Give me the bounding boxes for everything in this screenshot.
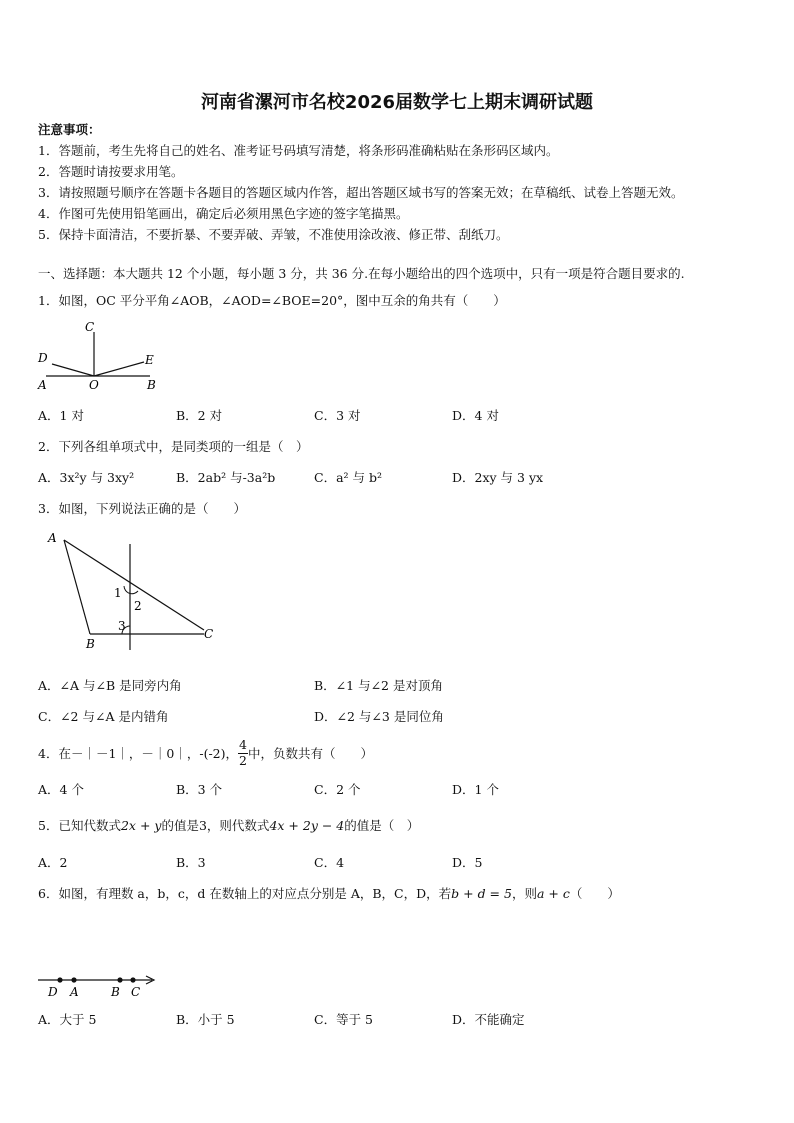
option-a: A．3x²y 与 3xy² <box>38 470 135 485</box>
point-a <box>71 977 76 982</box>
option-d: D．2xy 与 3 yx <box>452 470 544 485</box>
question-6-stem <box>38 884 620 902</box>
option-c: C．∠2 与∠A 是内错角 <box>38 709 169 724</box>
point-d <box>57 977 62 982</box>
figure-label: B <box>111 985 120 999</box>
note-item: 1．答题前，考生先将自己的姓名、准考证号码填写清楚，将条形码准确粘贴在条形码区域内。 <box>38 143 559 158</box>
stem-text: 的值是3，则代数式 <box>161 818 270 833</box>
option-b: B．2ab² 与-3a²b <box>176 470 276 485</box>
fraction <box>238 739 248 767</box>
figure-label: E <box>145 353 154 367</box>
question-3-stem: 3．如图，下列说法正确的是（ ） <box>38 501 246 516</box>
stem-text: 5．已知代数式 <box>38 818 121 833</box>
figure-label: O <box>89 378 99 392</box>
figure-label: D <box>48 985 58 999</box>
figure-label: 3 <box>118 619 126 633</box>
figure-label: 2 <box>134 599 142 613</box>
stem-text: 6．如图，有理数 a，b，c，d 在数轴上的对应点分别是 A，B，C，D，若 <box>38 886 452 901</box>
option-a: A．1 对 <box>38 408 84 423</box>
point-b <box>117 977 122 982</box>
section-heading: 一、选择题：本大题共 12 个小题，每小题 3 分，共 36 分.在每小题给出的四个选项中，只有一项是符合题目要求的. <box>38 266 685 281</box>
figure-label: A <box>38 378 47 392</box>
expression: 4x + 2y − 4 <box>269 818 345 833</box>
question-4-stem <box>38 735 373 771</box>
option-d: D．不能确定 <box>452 1012 525 1027</box>
note-item: 2．答题时请按要求用笔。 <box>38 164 184 179</box>
option-b: B．小于 5 <box>176 1012 235 1027</box>
point-c <box>130 977 135 982</box>
page-title: 河南省漯河市名校2026届数学七上期末调研试题 <box>200 92 594 113</box>
option-c: C．等于 5 <box>314 1012 373 1027</box>
option-d: D．5 <box>452 855 483 870</box>
fraction-numerator: 4 <box>239 737 247 752</box>
option-a: A．∠A 与∠B 是同旁内角 <box>38 678 182 693</box>
option-d: D．∠2 与∠3 是同位角 <box>314 709 444 724</box>
note-item: 3．请按照题号顺序在答题卡各题目的答题区域内作答，超出答题区域书写的答案无效；在草稿纸、试卷上答题无效。 <box>38 185 684 200</box>
question-6-number-line <box>34 970 164 1000</box>
option-a: A．2 <box>38 855 68 870</box>
note-item: 5．保持卡面清洁，不要折暴、不要弄破、弄皱，不准使用涂改液、修正带、刮纸刀。 <box>38 227 509 242</box>
stem-text: 的值是（ ） <box>344 818 420 833</box>
expression: b + d = 5 <box>451 886 512 901</box>
option-b: B．3 <box>176 855 206 870</box>
notes-heading: 注意事项： <box>38 122 101 137</box>
stem-text: （ ） <box>569 886 620 901</box>
stem-text: 中，负数共有（ ） <box>247 746 373 761</box>
option-c: C．4 <box>314 855 345 870</box>
figure-label: C <box>204 627 214 641</box>
figure-label: 1 <box>114 586 122 600</box>
figure-label: D <box>38 351 48 365</box>
option-c: C．a² 与 b² <box>314 470 382 485</box>
option-a: A．大于 5 <box>38 1012 97 1027</box>
option-d: D．1 个 <box>452 782 499 797</box>
figure-label: B <box>147 378 156 392</box>
stem-text: 4．在－｜－1｜，－｜0｜，-(-2)， <box>38 746 239 761</box>
stem-text: ，则 <box>511 886 537 901</box>
note-item: 4．作图可先使用铅笔画出，确定后必须用黑色字迹的签字笔描黑。 <box>38 206 409 221</box>
figure-label: A <box>48 531 57 545</box>
question-1-stem: 1．如图，OC 平分平角∠AOB，∠AOD=∠BOE=20°，图中互余的角共有（ ） <box>38 293 506 308</box>
option-a: A．4 个 <box>38 782 84 797</box>
figure-label: C <box>85 320 95 334</box>
option-d: D．4 对 <box>452 408 499 423</box>
figure-label: A <box>70 985 79 999</box>
option-b: B．∠1 与∠2 是对顶角 <box>314 678 443 693</box>
question-1-figure <box>34 318 170 394</box>
question-5-stem <box>38 816 419 834</box>
question-2-stem: 2．下列各组单项式中，是同类项的一组是（ ） <box>38 439 309 454</box>
figure-label: C <box>131 985 141 999</box>
option-c: C．3 对 <box>314 408 361 423</box>
fraction-denominator: 2 <box>239 752 247 768</box>
expression: a + c <box>536 886 570 901</box>
option-b: B．2 对 <box>176 408 223 423</box>
option-b: B．3 个 <box>176 782 223 797</box>
figure-label: B <box>86 637 95 651</box>
question-3-figure <box>40 526 230 652</box>
option-c: C．2 个 <box>314 782 361 797</box>
expression: 2x + y <box>120 818 162 833</box>
